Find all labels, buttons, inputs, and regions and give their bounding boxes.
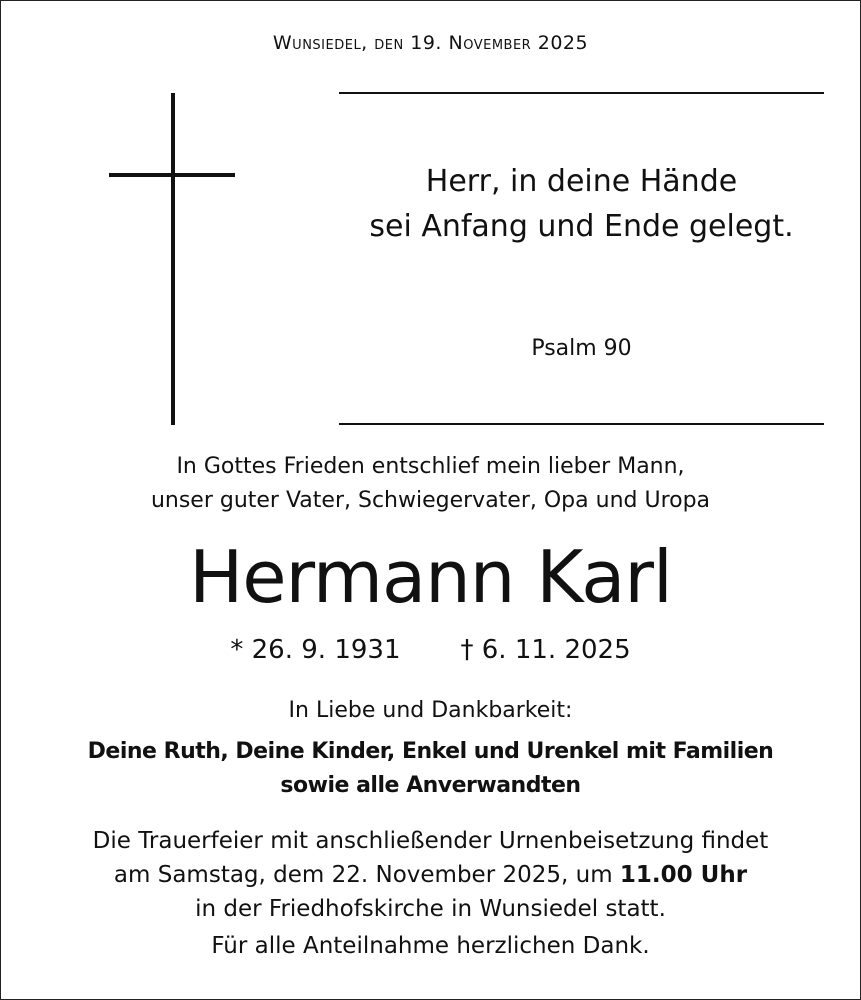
deceased-name: Hermann Karl bbox=[189, 535, 672, 619]
service-info bbox=[1, 824, 860, 926]
top-rule bbox=[339, 92, 824, 94]
closing-thanks: Für alle Anteilnahme herzlichen Dank. bbox=[211, 933, 650, 959]
verse-line-2: sei Anfang und Ende gelegt. bbox=[369, 209, 794, 244]
verse-source: Psalm 90 bbox=[531, 336, 632, 361]
service-line-1: Die Trauerfeier mit anschließender Urnenbeisetzung findet bbox=[92, 828, 769, 854]
intro-line-1: In Gottes Frieden entschlief mein lieber Mann, bbox=[176, 454, 685, 479]
cross-icon-bar bbox=[109, 173, 235, 177]
service-date: am Samstag, dem 22. November 2025, um bbox=[113, 862, 613, 888]
birth-date: * 26. 9. 1931 bbox=[230, 635, 401, 665]
mourners bbox=[1, 735, 860, 803]
mourners-line-1: Deine Ruth, Deine Kinder, Enkel und Urenkel mit Familien bbox=[87, 739, 774, 764]
service-time: 11.00 Uhr bbox=[619, 862, 748, 888]
cross-icon bbox=[171, 93, 175, 425]
verse-line-1: Herr, in deine Hände bbox=[425, 164, 738, 199]
intro-line-2: unser guter Vater, Schwiegervater, Opa und Uropa bbox=[150, 488, 711, 513]
mourners-line-2: sowie alle Anverwandten bbox=[280, 773, 581, 798]
service-line-3: in der Friedhofskirche in Wunsiedel statt. bbox=[195, 896, 666, 922]
bottom-rule bbox=[339, 423, 824, 425]
life-dates bbox=[1, 635, 860, 665]
dateline: Wunsiedel, den 19. November 2025 bbox=[272, 32, 589, 54]
announcement-intro bbox=[1, 450, 860, 518]
service-line-2 bbox=[1, 858, 860, 892]
thanks-intro: In Liebe und Dankbarkeit: bbox=[288, 698, 573, 723]
bible-verse bbox=[339, 159, 824, 249]
death-date: † 6. 11. 2025 bbox=[460, 635, 631, 665]
